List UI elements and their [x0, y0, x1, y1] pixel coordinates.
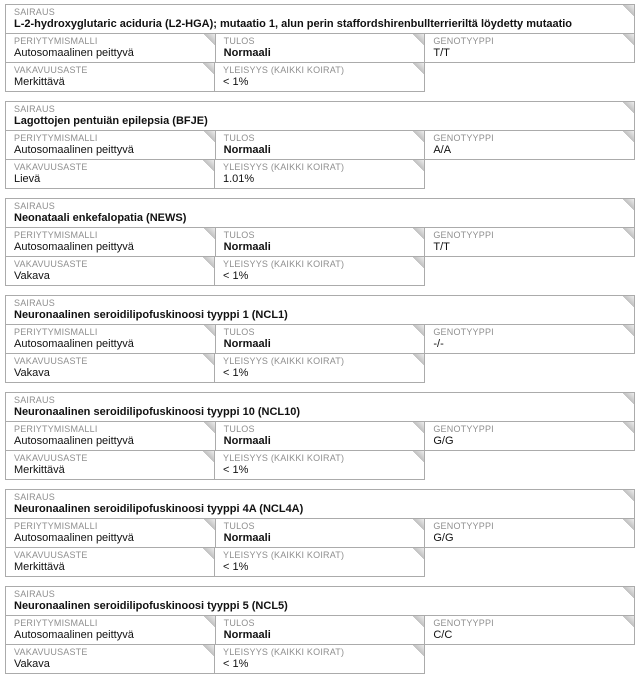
genotype-value: T/T	[433, 47, 450, 59]
disease-value: Neuronaalinen seroidilipofuskinoosi tyyppi 4A (NCL4A)	[14, 503, 304, 515]
inheritance-label: PERIYTYMISMALLI	[14, 133, 98, 143]
folded-corner-icon	[203, 548, 214, 559]
frequency-label: YLEISYYS (KAIKKI KOIRAT)	[223, 453, 345, 463]
genotype-value: T/T	[433, 241, 450, 253]
severity-cell	[5, 256, 215, 286]
folded-corner-icon	[413, 548, 424, 559]
disease-value: L-2-hydroxyglutaric aciduria (L2-HGA); mutaatio 1, alun perin staffordshirenbullterrieriltä löydetty mutaatio	[14, 18, 573, 30]
disease-card	[5, 295, 635, 383]
severity-cell	[5, 159, 215, 189]
frequency-cell	[214, 159, 425, 189]
folded-corner-icon	[413, 325, 424, 336]
severity-value: Vakava	[14, 270, 50, 282]
folded-corner-icon	[413, 160, 424, 171]
result-cell	[215, 421, 426, 451]
result-value: Normaali	[223, 435, 271, 447]
card-row	[5, 4, 635, 34]
result-value: Normaali	[223, 241, 271, 253]
genotype-label: GENOTYYPPI	[433, 230, 494, 240]
folded-corner-icon	[623, 199, 634, 210]
disease-cell	[5, 586, 635, 616]
disease-label: SAIRAUS	[14, 589, 55, 599]
genotype-value: -/-	[433, 338, 444, 350]
disease-card	[5, 101, 635, 189]
frequency-cell	[214, 62, 425, 92]
folded-corner-icon	[413, 63, 424, 74]
severity-value: Vakava	[14, 367, 50, 379]
folded-corner-icon	[204, 325, 215, 336]
folded-corner-icon	[623, 422, 634, 433]
result-label: TULOS	[223, 618, 255, 628]
result-value: Normaali	[223, 47, 271, 59]
card-row	[5, 295, 635, 325]
folded-corner-icon	[623, 34, 634, 45]
result-cell	[215, 615, 426, 645]
severity-cell	[5, 62, 215, 92]
folded-corner-icon	[623, 296, 634, 307]
disease-label: SAIRAUS	[14, 395, 55, 405]
card-row	[5, 256, 635, 286]
disease-value: Neonataali enkefalopatia (NEWS)	[14, 212, 187, 224]
frequency-label: YLEISYYS (KAIKKI KOIRAT)	[223, 259, 345, 269]
disease-value: Neuronaalinen seroidilipofuskinoosi tyyppi 1 (NCL1)	[14, 309, 288, 321]
folded-corner-icon	[204, 228, 215, 239]
frequency-cell	[214, 644, 425, 674]
disease-card	[5, 489, 635, 577]
folded-corner-icon	[413, 131, 424, 142]
disease-cell	[5, 489, 635, 519]
genotype-cell	[424, 130, 635, 160]
frequency-value: 1.01%	[223, 173, 255, 185]
frequency-value: < 1%	[223, 367, 249, 379]
disease-card	[5, 586, 635, 674]
frequency-label: YLEISYYS (KAIKKI KOIRAT)	[223, 65, 345, 75]
folded-corner-icon	[623, 228, 634, 239]
inheritance-label: PERIYTYMISMALLI	[14, 424, 98, 434]
disease-label: SAIRAUS	[14, 201, 55, 211]
frequency-cell	[214, 353, 425, 383]
frequency-value: < 1%	[223, 658, 249, 670]
card-row	[5, 324, 635, 354]
severity-value: Vakava	[14, 658, 50, 670]
disease-label: SAIRAUS	[14, 492, 55, 502]
folded-corner-icon	[203, 451, 214, 462]
inheritance-label: PERIYTYMISMALLI	[14, 521, 98, 531]
result-label: TULOS	[223, 424, 255, 434]
folded-corner-icon	[203, 63, 214, 74]
genotype-cell	[424, 615, 635, 645]
genotype-value: A/A	[433, 144, 452, 156]
inheritance-value: Autosomaalinen peittyvä	[14, 144, 134, 156]
result-cell	[215, 33, 426, 63]
folded-corner-icon	[623, 325, 634, 336]
severity-cell	[5, 353, 215, 383]
severity-label: VAKAVUUSASTE	[14, 550, 88, 560]
severity-value: Merkittävä	[14, 76, 65, 88]
genotype-label: GENOTYYPPI	[433, 424, 494, 434]
severity-label: VAKAVUUSASTE	[14, 162, 88, 172]
genotype-cell	[424, 227, 635, 257]
folded-corner-icon	[413, 228, 424, 239]
folded-corner-icon	[623, 393, 634, 404]
frequency-cell	[214, 256, 425, 286]
genotype-cell	[424, 324, 635, 354]
severity-label: VAKAVUUSASTE	[14, 647, 88, 657]
inheritance-cell	[5, 518, 216, 548]
disease-card	[5, 198, 635, 286]
frequency-cell	[214, 547, 425, 577]
folded-corner-icon	[413, 451, 424, 462]
card-row	[5, 644, 635, 674]
frequency-label: YLEISYYS (KAIKKI KOIRAT)	[223, 647, 345, 657]
folded-corner-icon	[203, 645, 214, 656]
inheritance-value: Autosomaalinen peittyvä	[14, 338, 134, 350]
frequency-value: < 1%	[223, 270, 249, 282]
card-row	[5, 101, 635, 131]
folded-corner-icon	[413, 422, 424, 433]
folded-corner-icon	[204, 422, 215, 433]
card-row	[5, 130, 635, 160]
folded-corner-icon	[204, 34, 215, 45]
folded-corner-icon	[413, 34, 424, 45]
folded-corner-icon	[413, 645, 424, 656]
folded-corner-icon	[413, 354, 424, 365]
genotype-value: C/C	[433, 629, 453, 641]
genotype-cell	[424, 421, 635, 451]
folded-corner-icon	[204, 131, 215, 142]
severity-value: Merkittävä	[14, 464, 65, 476]
frequency-label: YLEISYYS (KAIKKI KOIRAT)	[223, 162, 345, 172]
inheritance-label: PERIYTYMISMALLI	[14, 36, 98, 46]
inheritance-value: Autosomaalinen peittyvä	[14, 47, 134, 59]
genotype-cell	[424, 518, 635, 548]
genotype-label: GENOTYYPPI	[433, 521, 494, 531]
inheritance-cell	[5, 33, 216, 63]
severity-label: VAKAVUUSASTE	[14, 356, 88, 366]
card-row	[5, 33, 635, 63]
severity-cell	[5, 644, 215, 674]
severity-label: VAKAVUUSASTE	[14, 65, 88, 75]
folded-corner-icon	[623, 616, 634, 627]
card-row	[5, 353, 635, 383]
card-row	[5, 392, 635, 422]
inheritance-value: Autosomaalinen peittyvä	[14, 435, 134, 447]
severity-cell	[5, 450, 215, 480]
inheritance-cell	[5, 615, 216, 645]
folded-corner-icon	[623, 102, 634, 113]
inheritance-label: PERIYTYMISMALLI	[14, 327, 98, 337]
genotype-cell	[424, 33, 635, 63]
result-label: TULOS	[223, 36, 255, 46]
card-row	[5, 615, 635, 645]
genotype-value: G/G	[433, 532, 454, 544]
inheritance-value: Autosomaalinen peittyvä	[14, 532, 134, 544]
inheritance-cell	[5, 421, 216, 451]
inheritance-cell	[5, 324, 216, 354]
result-label: TULOS	[223, 327, 255, 337]
result-label: TULOS	[223, 133, 255, 143]
result-cell	[215, 518, 426, 548]
frequency-label: YLEISYYS (KAIKKI KOIRAT)	[223, 550, 345, 560]
result-value: Normaali	[223, 629, 271, 641]
result-value: Normaali	[223, 144, 271, 156]
frequency-cell	[214, 450, 425, 480]
inheritance-label: PERIYTYMISMALLI	[14, 618, 98, 628]
severity-cell	[5, 547, 215, 577]
inheritance-cell	[5, 227, 216, 257]
result-value: Normaali	[223, 338, 271, 350]
result-label: TULOS	[223, 230, 255, 240]
disease-value: Neuronaalinen seroidilipofuskinoosi tyyppi 5 (NCL5)	[14, 600, 288, 612]
result-cell	[215, 227, 426, 257]
disease-value: Neuronaalinen seroidilipofuskinoosi tyyppi 10 (NCL10)	[14, 406, 301, 418]
genotype-label: GENOTYYPPI	[433, 327, 494, 337]
folded-corner-icon	[623, 490, 634, 501]
inheritance-value: Autosomaalinen peittyvä	[14, 241, 134, 253]
frequency-value: < 1%	[223, 561, 249, 573]
inheritance-value: Autosomaalinen peittyvä	[14, 629, 134, 641]
card-row	[5, 62, 635, 92]
folded-corner-icon	[623, 5, 634, 16]
result-label: TULOS	[223, 521, 255, 531]
disease-cell	[5, 101, 635, 131]
disease-label: SAIRAUS	[14, 104, 55, 114]
card-row	[5, 198, 635, 228]
frequency-value: < 1%	[223, 76, 249, 88]
result-cell	[215, 130, 426, 160]
disease-label: SAIRAUS	[14, 298, 55, 308]
folded-corner-icon	[204, 519, 215, 530]
severity-label: VAKAVUUSASTE	[14, 259, 88, 269]
result-cell	[215, 324, 426, 354]
genotype-label: GENOTYYPPI	[433, 618, 494, 628]
frequency-label: YLEISYYS (KAIKKI KOIRAT)	[223, 356, 345, 366]
card-row	[5, 547, 635, 577]
disease-card	[5, 392, 635, 480]
disease-value: Lagottojen pentuiän epilepsia (BFJE)	[14, 115, 208, 127]
disease-cell	[5, 198, 635, 228]
card-row	[5, 518, 635, 548]
folded-corner-icon	[413, 519, 424, 530]
folded-corner-icon	[203, 257, 214, 268]
disease-cell	[5, 392, 635, 422]
folded-corner-icon	[203, 354, 214, 365]
folded-corner-icon	[204, 616, 215, 627]
folded-corner-icon	[413, 257, 424, 268]
severity-value: Merkittävä	[14, 561, 65, 573]
frequency-value: < 1%	[223, 464, 249, 476]
card-row	[5, 450, 635, 480]
genotype-value: G/G	[433, 435, 454, 447]
inheritance-label: PERIYTYMISMALLI	[14, 230, 98, 240]
disease-card	[5, 4, 635, 92]
folded-corner-icon	[203, 160, 214, 171]
disease-cell	[5, 295, 635, 325]
folded-corner-icon	[623, 519, 634, 530]
folded-corner-icon	[623, 587, 634, 598]
genotype-label: GENOTYYPPI	[433, 36, 494, 46]
card-row	[5, 421, 635, 451]
card-row	[5, 159, 635, 189]
folded-corner-icon	[623, 131, 634, 142]
severity-value: Lievä	[14, 173, 41, 185]
inheritance-cell	[5, 130, 216, 160]
disease-cell	[5, 4, 635, 34]
card-row	[5, 489, 635, 519]
result-value: Normaali	[223, 532, 271, 544]
card-row	[5, 227, 635, 257]
card-row	[5, 586, 635, 616]
folded-corner-icon	[413, 616, 424, 627]
genotype-label: GENOTYYPPI	[433, 133, 494, 143]
severity-label: VAKAVUUSASTE	[14, 453, 88, 463]
disease-label: SAIRAUS	[14, 7, 55, 17]
